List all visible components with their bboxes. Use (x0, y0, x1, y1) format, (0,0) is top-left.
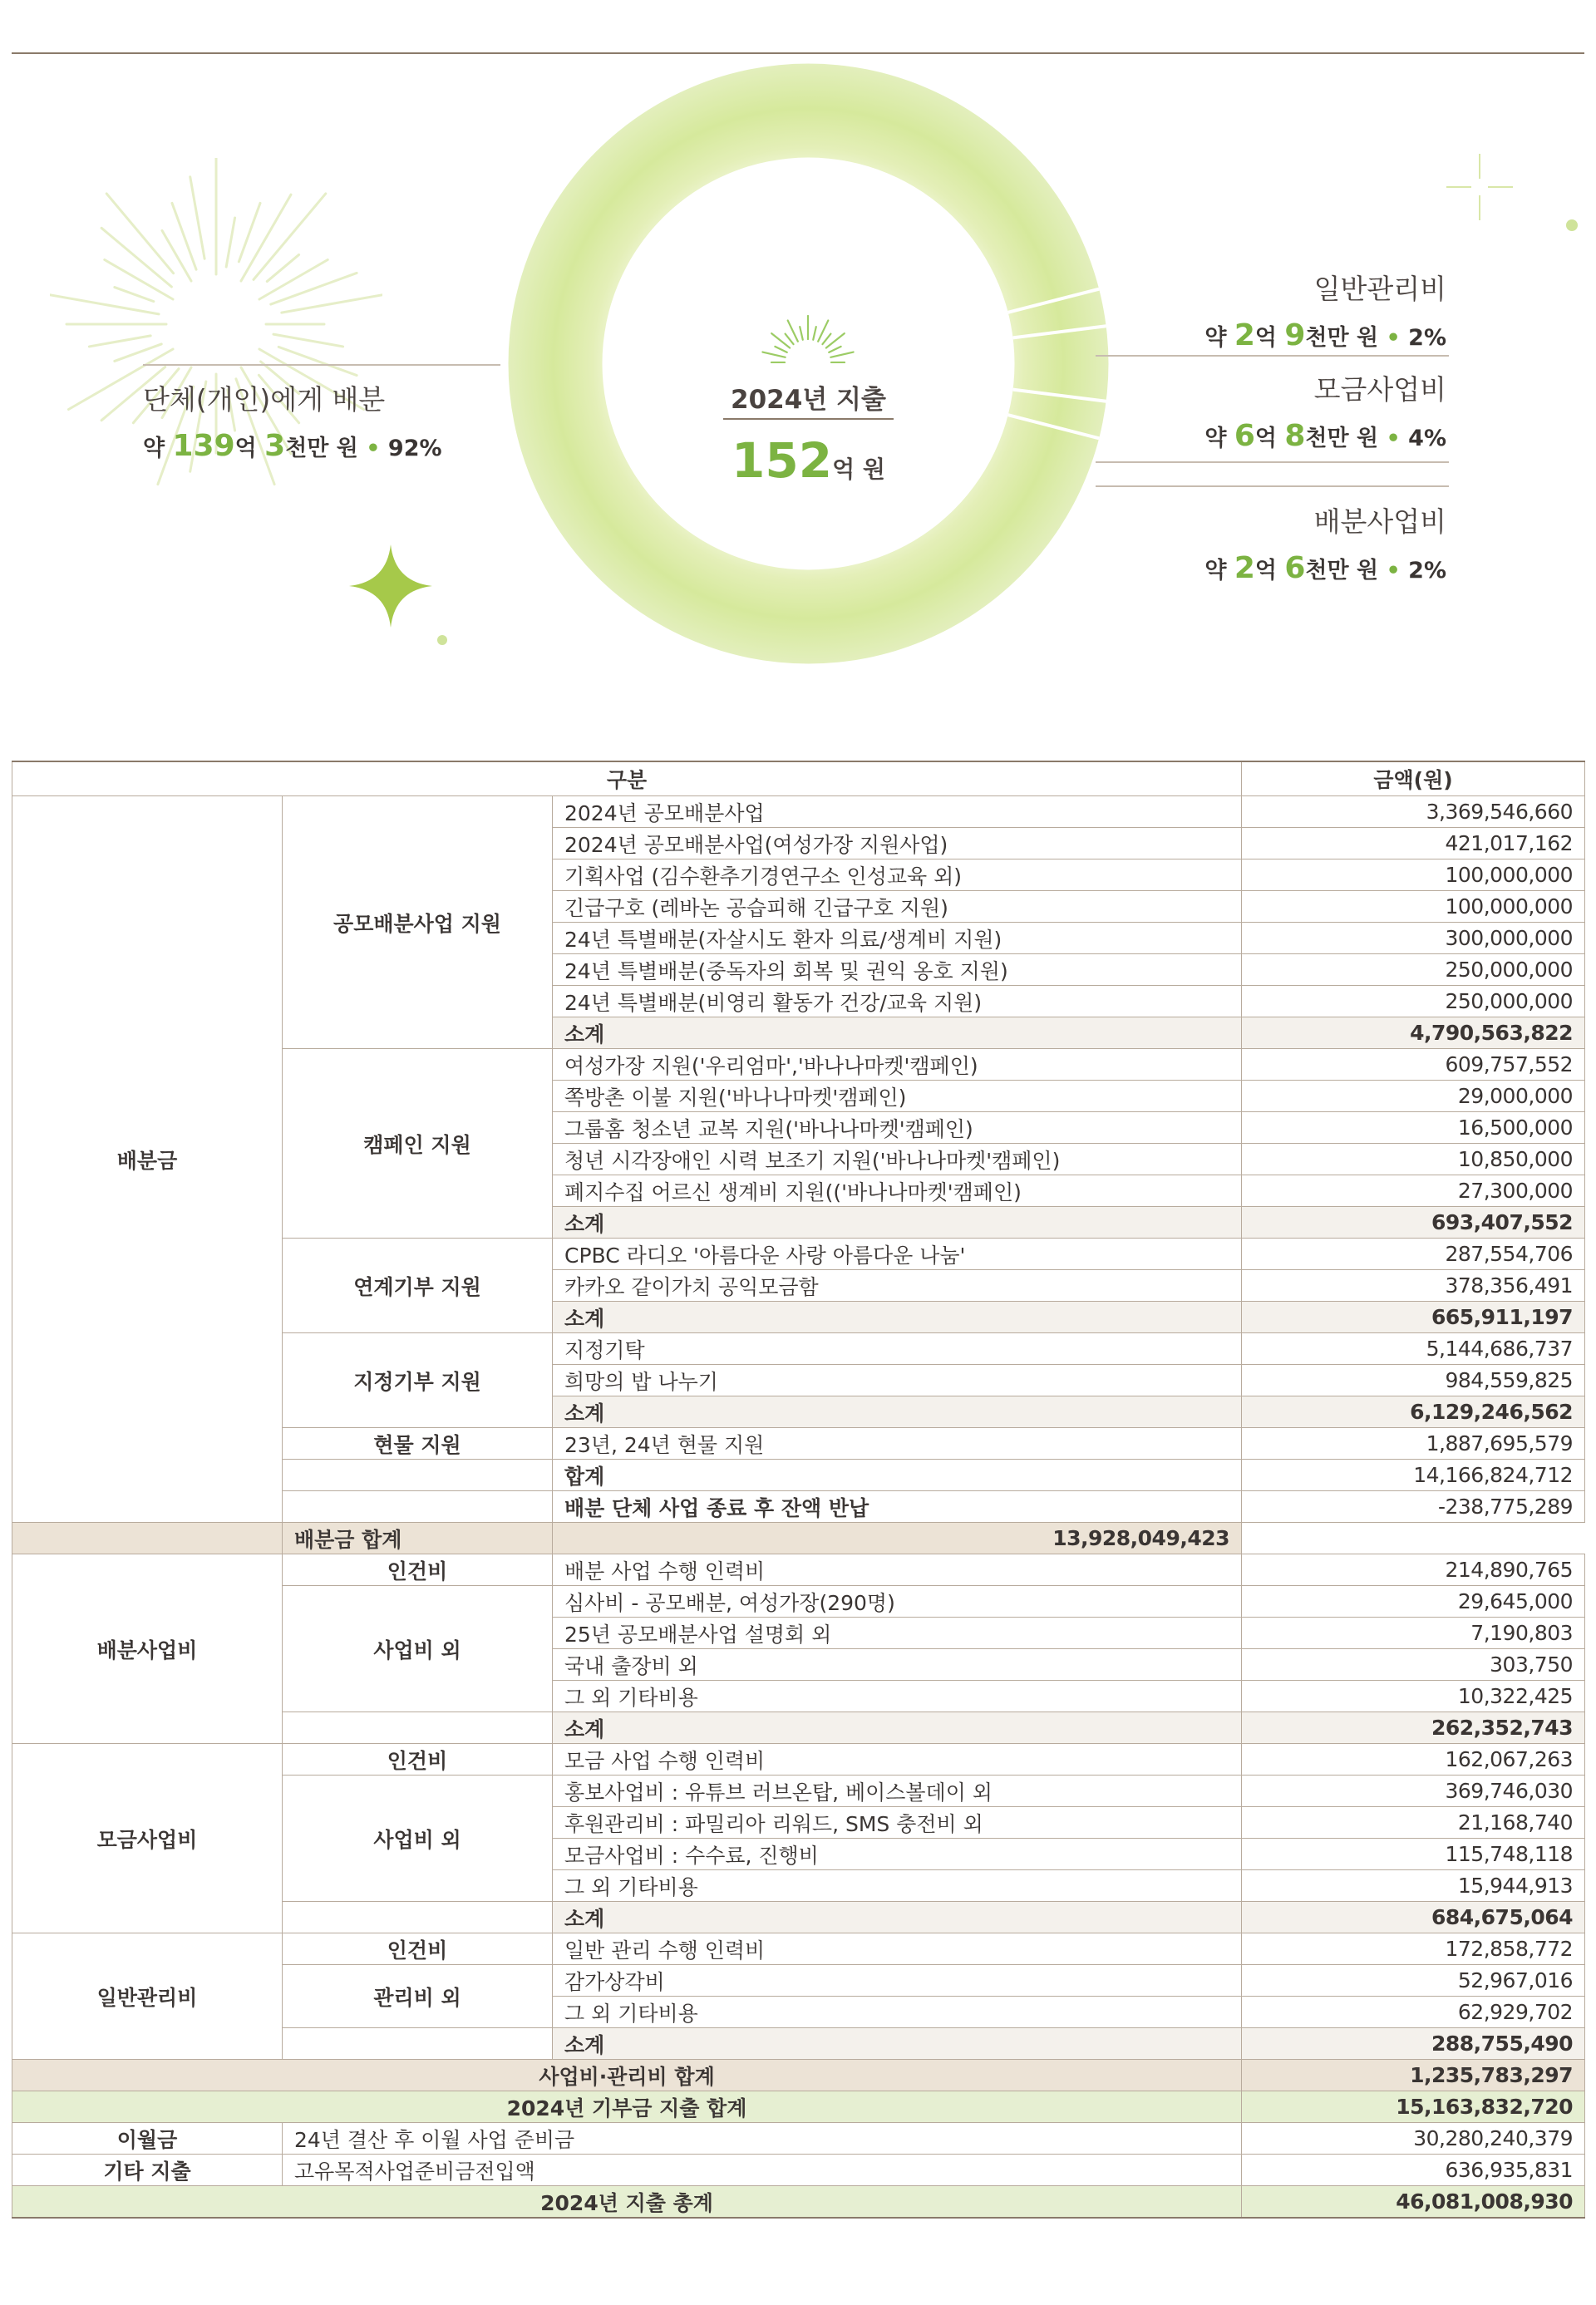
empty-cell (12, 1523, 283, 1554)
total-amount: 15,163,832,720 (1242, 2091, 1585, 2123)
item-label: 감가상각비 (553, 1965, 1242, 1997)
item-amount: 13,928,049,423 (553, 1523, 1242, 1554)
item-amount: 100,000,000 (1242, 891, 1585, 923)
header-category: 구분 (12, 761, 1242, 796)
category-dist-business: 배분사업비 (12, 1554, 283, 1744)
subcategory: 사업비 외 (283, 1586, 553, 1712)
slice-amount: 약 139억 3천만 원 • 92% (143, 429, 442, 463)
item-amount: 29,000,000 (1242, 1081, 1585, 1112)
total-value: 152 (732, 432, 833, 489)
subcategory: 관리비 외 (283, 1965, 553, 2028)
item-label: 지정기탁 (553, 1333, 1242, 1365)
item-amount: 3,369,546,660 (1242, 796, 1585, 828)
item-amount: 288,755,490 (1242, 2028, 1585, 2060)
item-amount: 984,559,825 (1242, 1365, 1585, 1396)
item-amount: 609,757,552 (1242, 1049, 1585, 1081)
total-label: 2024년 지출 총계 (12, 2186, 1242, 2219)
item-label: 카카오 같이가치 공익모금함 (553, 1270, 1242, 1302)
item-amount: 4,790,563,822 (1242, 1017, 1585, 1049)
item-label: 배분금 합계 (283, 1523, 553, 1554)
item-amount: 369,746,030 (1242, 1776, 1585, 1807)
item-label: 고유목적사업준비금전입액 (283, 2155, 1242, 2186)
leader-line-left (143, 364, 500, 366)
total-unit: 억 원 (832, 456, 885, 483)
sparkle-dot-icon (1564, 218, 1579, 233)
total-label: 2024년 기부금 지출 합계 (12, 2091, 1242, 2123)
business-admin-total-row (12, 2060, 1585, 2091)
other-expense-row (12, 2155, 1585, 2186)
item-label: 배분 사업 수행 인력비 (553, 1554, 1242, 1586)
subcategory: 사업비 외 (283, 1776, 553, 1902)
item-amount: 30,280,240,379 (1242, 2123, 1585, 2155)
item-label: 폐지수집 어르신 생계비 지원(('바나나마켓'캠페인) (553, 1175, 1242, 1207)
item-label: CPBC 라디오 '아름다운 사랑 아름다운 나눔' (553, 1239, 1242, 1270)
item-label: 소계 (553, 1302, 1242, 1333)
item-label: 그 외 기타비용 (553, 1997, 1242, 2028)
item-amount: 214,890,765 (1242, 1554, 1585, 1586)
empty-cell (283, 1712, 553, 1744)
item-amount: 636,935,831 (1242, 2155, 1585, 2186)
item-amount: 1,887,695,579 (1242, 1428, 1585, 1460)
item-label: 24년 특별배분(비영리 활동가 건강/교육 지원) (553, 986, 1242, 1017)
item-label: 긴급구호 (레바논 공습피해 긴급구호 지원) (553, 891, 1242, 923)
table-row (12, 1554, 1585, 1586)
chart-center-title: 2024년 지출 (731, 385, 886, 415)
item-label: 소계 (553, 1902, 1242, 1933)
item-amount: 287,554,706 (1242, 1239, 1585, 1270)
item-label: 쪽방촌 이불 지원('바나나마켓'캠페인) (553, 1081, 1242, 1112)
item-amount: 6,129,246,562 (1242, 1396, 1585, 1428)
slice-name: 일반관리비 (1313, 273, 1446, 305)
slice-amount: 약 2억 9천만 원 • 2% (1204, 318, 1446, 352)
item-label: 2024년 공모배분사업(여성가장 지원사업) (553, 828, 1242, 859)
empty-cell (283, 1902, 553, 1933)
subcategory: 인건비 (283, 1933, 553, 1965)
item-amount: 52,967,016 (1242, 1965, 1585, 1997)
item-label: 기획사업 (김수환추기경연구소 인성교육 외) (553, 859, 1242, 891)
item-label: 24년 결산 후 이월 사업 준비금 (283, 2123, 1242, 2155)
category-allocation: 배분금 (12, 796, 283, 1523)
center-rays-decoration (752, 309, 864, 363)
item-label: 소계 (553, 1712, 1242, 1744)
item-amount: 684,675,064 (1242, 1902, 1585, 1933)
sparkle-cross-icon (1442, 150, 1517, 224)
item-amount: 100,000,000 (1242, 859, 1585, 891)
item-amount: 162,067,263 (1242, 1744, 1585, 1776)
item-label: 일반 관리 수행 인력비 (553, 1933, 1242, 1965)
category-general-admin: 일반관리비 (12, 1933, 283, 2060)
item-amount: 14,166,824,712 (1242, 1460, 1585, 1491)
category-other-expense: 기타 지출 (12, 2155, 283, 2186)
item-amount: 21,168,740 (1242, 1807, 1585, 1839)
item-label: 배분 단체 사업 종료 후 잔액 반납 (553, 1491, 1242, 1523)
item-amount: 250,000,000 (1242, 954, 1585, 986)
slice-percent: 4% (1408, 426, 1446, 451)
subcategory: 인건비 (283, 1554, 553, 1586)
slice-percent: 2% (1408, 325, 1446, 351)
item-amount: 262,352,743 (1242, 1712, 1585, 1744)
slice-label-distribution (143, 378, 442, 463)
donation-total-row (12, 2091, 1585, 2123)
donut-hole (603, 158, 1015, 570)
sparkle-dot-icon (436, 633, 449, 647)
item-amount: 378,356,491 (1242, 1270, 1585, 1302)
subcategory: 지정기부 지원 (283, 1333, 553, 1428)
leader-line-general-admin (1096, 355, 1449, 357)
item-label: 홍보사업비 : 유튜브 러브온탑, 베이스볼데이 외 (553, 1776, 1242, 1807)
empty-cell (283, 1460, 553, 1491)
center-divider (723, 418, 894, 420)
item-amount: 115,748,118 (1242, 1839, 1585, 1870)
category-fundraising: 모금사업비 (12, 1744, 283, 1933)
subcategory: 인건비 (283, 1744, 553, 1776)
subcategory: 공모배분사업 지원 (283, 796, 553, 1049)
item-label: 소계 (553, 1017, 1242, 1049)
item-amount: 16,500,000 (1242, 1112, 1585, 1144)
empty-cell (283, 1491, 553, 1523)
item-amount: 7,190,803 (1242, 1618, 1585, 1649)
item-label: 희망의 밥 나누기 (553, 1365, 1242, 1396)
item-label: 24년 특별배분(중독자의 회복 및 권익 옹호 지원) (553, 954, 1242, 986)
table-row (12, 1744, 1585, 1776)
item-label: 모금 사업 수행 인력비 (553, 1744, 1242, 1776)
item-amount: 62,929,702 (1242, 1997, 1585, 2028)
item-label: 후원관리비 : 파밀리아 리워드, SMS 충전비 외 (553, 1807, 1242, 1839)
item-label: 25년 공모배분사업 설명회 외 (553, 1618, 1242, 1649)
item-label: 그 외 기타비용 (553, 1870, 1242, 1902)
item-amount: -238,775,289 (1242, 1491, 1585, 1523)
slice-name: 단체(개인)에게 배분 (143, 383, 386, 416)
table-row (12, 796, 1585, 828)
leader-line-fundraising (1096, 461, 1449, 463)
item-amount: 300,000,000 (1242, 923, 1585, 954)
total-amount: 46,081,008,930 (1242, 2186, 1585, 2219)
item-amount: 693,407,552 (1242, 1207, 1585, 1239)
carryover-row (12, 2123, 1585, 2155)
item-label: 청년 시각장애인 시력 보조기 지원('바나나마켓'캠페인) (553, 1144, 1242, 1175)
item-amount: 250,000,000 (1242, 986, 1585, 1017)
slice-amount: 약 2억 6천만 원 • 2% (1204, 551, 1446, 585)
grand-total-row (12, 2186, 1585, 2219)
item-amount: 421,017,162 (1242, 828, 1585, 859)
item-label: 그룹홈 청소년 교복 지원('바나나마켓'캠페인) (553, 1112, 1242, 1144)
subcategory: 캠페인 지원 (283, 1049, 553, 1239)
item-label: 합계 (553, 1460, 1242, 1491)
header-amount: 금액(원) (1242, 761, 1585, 796)
item-amount: 27,300,000 (1242, 1175, 1585, 1207)
item-amount: 10,850,000 (1242, 1144, 1585, 1175)
item-label: 23년, 24년 현물 지원 (553, 1428, 1242, 1460)
table-header-row (12, 761, 1585, 796)
item-amount: 10,322,425 (1242, 1681, 1585, 1712)
item-amount: 15,944,913 (1242, 1870, 1585, 1902)
category-carryover: 이월금 (12, 2123, 283, 2155)
item-label: 2024년 공모배분사업 (553, 796, 1242, 828)
item-label: 소계 (553, 1396, 1242, 1428)
leader-line-dist-business (1096, 485, 1449, 487)
slice-label-dist-business (1204, 500, 1446, 585)
item-label: 심사비 - 공모배분, 여성가장(290명) (553, 1586, 1242, 1618)
subcategory: 연계기부 지원 (283, 1239, 553, 1333)
total-amount: 1,235,783,297 (1242, 2060, 1585, 2091)
item-label: 소계 (553, 2028, 1242, 2060)
item-amount: 303,750 (1242, 1649, 1585, 1681)
item-amount: 172,858,772 (1242, 1933, 1585, 1965)
slice-amount: 약 6억 8천만 원 • 4% (1204, 419, 1446, 453)
item-amount: 5,144,686,737 (1242, 1333, 1585, 1365)
top-divider (12, 52, 1584, 54)
donut-chart (507, 62, 1110, 665)
item-label: 여성가장 지원('우리엄마','바나나마켓'캠페인) (553, 1049, 1242, 1081)
sparkle-star-icon (345, 540, 436, 632)
item-label: 국내 출장비 외 (553, 1649, 1242, 1681)
slice-label-fundraising (1204, 368, 1446, 453)
item-label: 모금사업비 : 수수료, 진행비 (553, 1839, 1242, 1870)
expense-table (12, 761, 1585, 2219)
slice-percent: 92% (387, 436, 442, 461)
item-label: 그 외 기타비용 (553, 1681, 1242, 1712)
item-amount: 665,911,197 (1242, 1302, 1585, 1333)
item-label: 24년 특별배분(자살시도 환자 의료/생계비 지원) (553, 923, 1242, 954)
slice-label-general-admin (1204, 268, 1446, 352)
empty-cell (283, 2028, 553, 2060)
item-amount: 29,645,000 (1242, 1586, 1585, 1618)
table-row (12, 1933, 1585, 1965)
subcategory: 현물 지원 (283, 1428, 553, 1460)
slice-name: 배분사업비 (1313, 505, 1446, 538)
allocation-total-row (12, 1523, 1585, 1554)
total-label: 사업비·관리비 합계 (12, 2060, 1242, 2091)
chart-center-total (673, 432, 943, 489)
slice-percent: 2% (1408, 558, 1446, 584)
slice-name: 모금사업비 (1313, 373, 1446, 406)
item-label: 소계 (553, 1207, 1242, 1239)
